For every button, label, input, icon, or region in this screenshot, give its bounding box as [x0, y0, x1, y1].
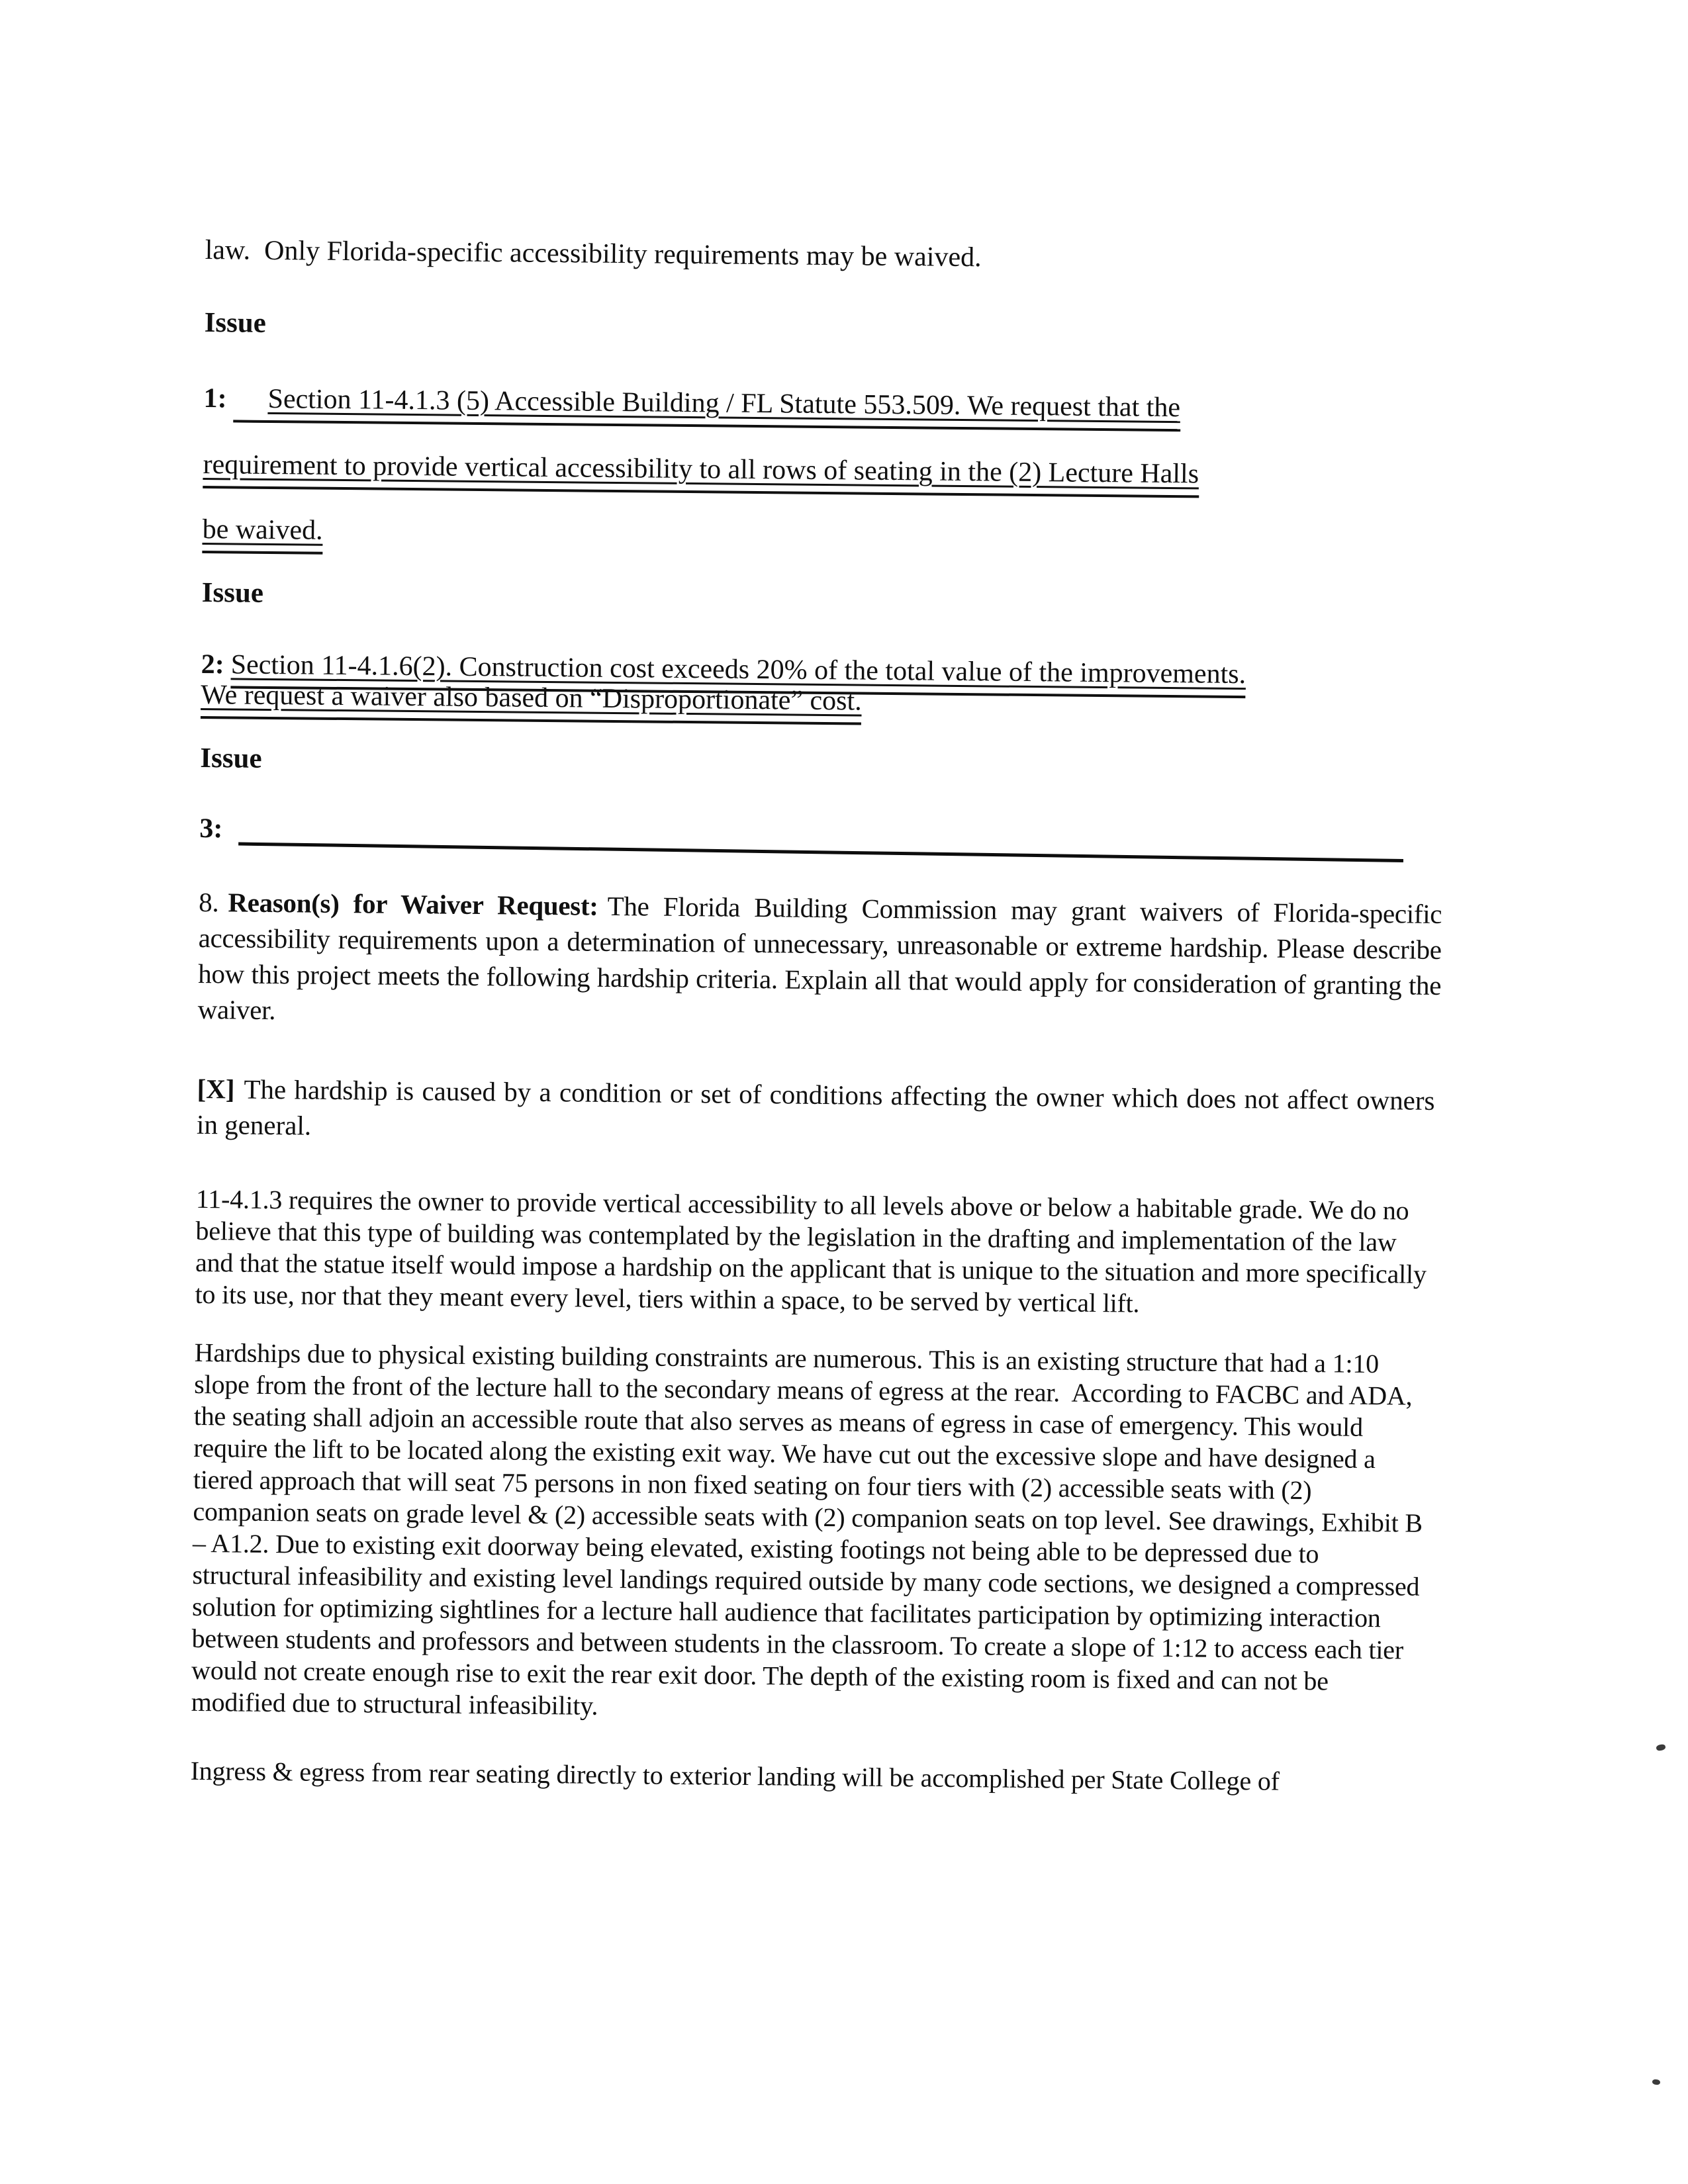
scan-artifact: [1652, 2079, 1661, 2085]
hardship-checkbox-paragraph: [196, 1071, 1442, 1154]
intro-line: law. Only Florida-specific accessibility requirements may be waived.: [205, 234, 982, 273]
issue-1-text-2: requirement to provide vertical accessibility to all rows of seating in the (2) Lecture Halls: [203, 449, 1199, 498]
section-8-paragraph: [197, 884, 1449, 1039]
issue-1-line-3: [202, 512, 1453, 559]
reason-paragraph-3: Ingress & egress from rear seating directly to exterior landing will be accomplished per State College of: [190, 1755, 1280, 1796]
checkbox-mark: [X]: [197, 1073, 235, 1105]
reason-paragraph-2: Hardships due to physical existing building constraints are numerous. This is an existing structure that had a 1:10 slope from the front of the lecture hall to the secondary means of egress at the rear. According to FACBC and ADA, the seating shall adjoin an accessible route that also serves as means of egress in case of emergency. This would require the lift to be located along the existing exit way. We have cut out the excessive slope and have designed a tiered approach that will seat 75 persons in non fixed seating on four tiers with (2) accessible seats with (2) companion seats on grade level & (2) accessible seats with (2) companion seats on top level. See drawings, Exhibit B – A1.2. Due to existing exit doorway being elevated, existing footings not being able to be depressed due to structural infeasibility and existing level landings required outside by many code sections, we designed a compressed solution for optimizing sightlines for a lecture hall audience that facilitates participation by optimizing interaction between students and professors and between students in the classroom. To create a slope of 1:12 to access each tier would not create enough rise to exit the rear exit door. The depth of the existing room is fixed and can not be modified due to structural infeasibility.: [191, 1337, 1429, 1721]
issue-1-line-1: [203, 381, 1454, 428]
page-content: [190, 233, 1456, 1799]
section-8-heading: Reason(s) for Waiver Request:: [228, 887, 598, 921]
issue-3-number: 3:: [199, 813, 223, 844]
issue-3-line: [199, 811, 1450, 858]
scan-artifact: [1656, 1744, 1666, 1752]
issue-1-text-3: be waived.: [202, 514, 322, 555]
section-8-body: The Florida Building Commission may grant waivers of Florida-specific accessibility requirements upon a determination of unnecessary, unreasonable or extreme hardship. Please describe how this project meets the following hardship criteria. Explain all that would apply for consideration of granting the waiver.: [197, 890, 1449, 1026]
section-8-number: 8.: [199, 886, 219, 918]
issue-2-heading: Issue: [201, 576, 264, 609]
issue-2-number: 2:: [201, 649, 224, 680]
issue-2-text-1: Section 11-4.1.6(2). Construction cost exceeds 20% of the total value of the improvements.: [230, 649, 1246, 698]
issue-1-heading: Issue: [204, 306, 267, 339]
issue-1-number: 1:: [203, 383, 227, 414]
issue-3-blank-line: [238, 820, 1403, 862]
reason-paragraph-1: 11-4.1.3 requires the owner to provide vertical accessibility to all levels above or below a habitable grade. We do no believe that this type of building was contemplated by the legislation in the drafting and implementation of the law and that the statue itself would impose a hardship on the applicant that is unique to the situation and more specifically to its use, nor that they meant every level, tiers within a space, to be served by vertical lift.: [195, 1183, 1433, 1318]
issue-1-line-2: [203, 447, 1454, 494]
issue-2-text-2: We request a waiver also based on “Disproportionate” cost.: [201, 680, 862, 725]
issue-3-heading: Issue: [200, 742, 262, 774]
hardship-checkbox-text: The hardship is caused by a condition or set of conditions affecting the owner which does not affect owners in general.: [196, 1073, 1442, 1141]
issue-1-text-1: Section 11-4.1.3 (5) Accessible Building / FL Statute 553.509. We request that the: [233, 383, 1180, 432]
